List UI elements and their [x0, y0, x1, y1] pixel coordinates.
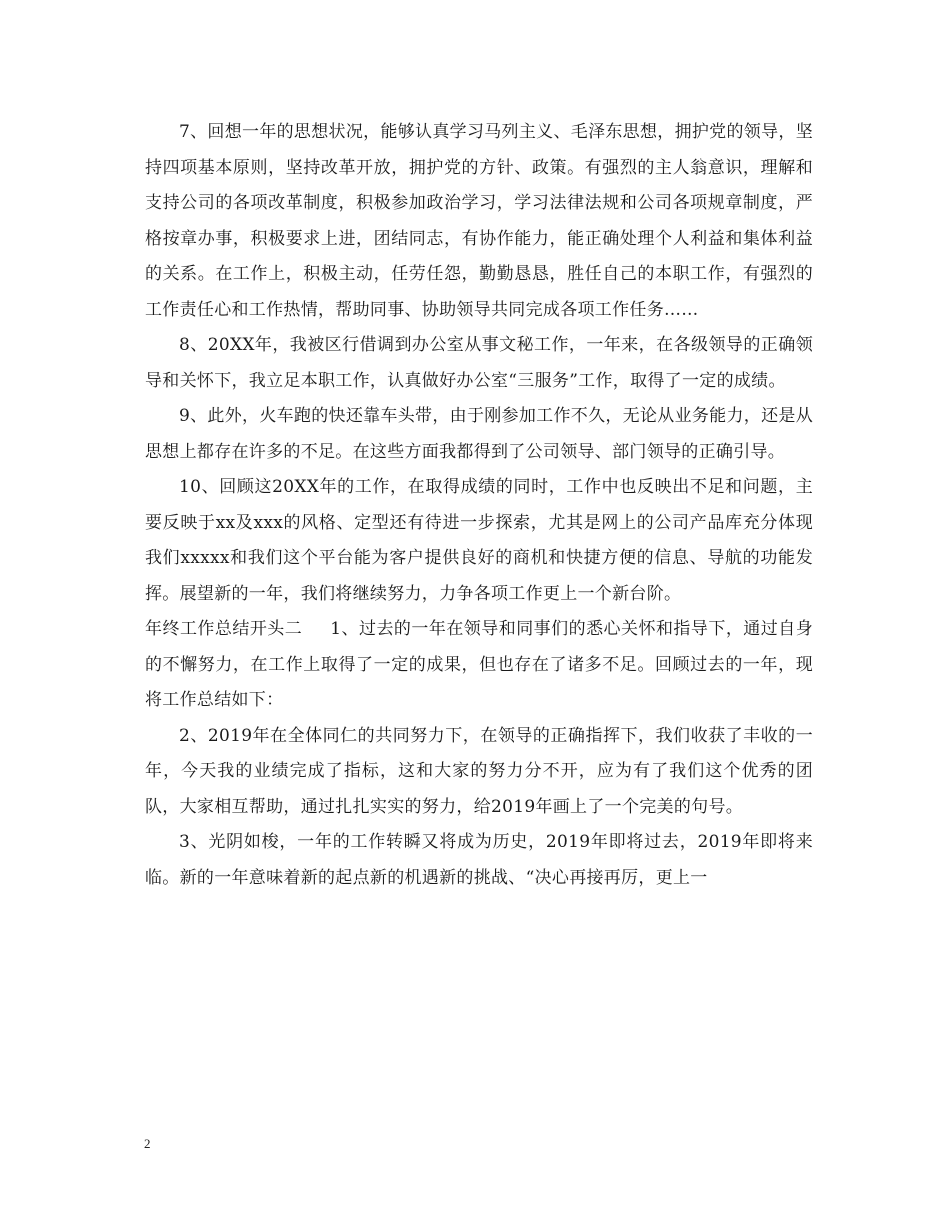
- section-heading: 年终工作总结开头二: [145, 619, 303, 639]
- paragraph-10: 10、回顾这20XX年的工作，在取得成绩的同时，工作中也反映出不足和问题，主要反映于xx及xxx的风格、定型还有待进一步探索，尤其是网上的公司产品库充分体现我们xxxxx和我们这个平台能为客户提供良好的商机和快捷方便的信息、导航的功能发挥。展望新的一年，我们将继续努力，力争各项工作更上一个新台阶。: [145, 477, 813, 604]
- section-paragraph-3: 3、光阴如梭，一年的工作转瞬又将成为历史，2019年即将过去，2019年即将来临。新的一年意味着新的起点新的机遇新的挑战、“决心再接再厉，更上一: [145, 832, 813, 888]
- page-number: 2: [144, 1136, 151, 1151]
- paragraph-7: 7、回想一年的思想状况，能够认真学习马列主义、毛泽东思想，拥护党的领导，坚持四项基本原则，坚持改革开放，拥护党的方针、政策。有强烈的主人翁意识，理解和支持公司的各项改革制度，积极参加政治学习，学习法律法规和公司各项规章制度，严格按章办事，积极要求上进，团结同志，有协作能力，能正确处理个人利益和集体利益的关系。在工作上，积极主动，任劳任怨，勤勤恳恳，胜任自己的本职工作，有强烈的工作责任心和工作热情，帮助同事、协助领导共同完成各项工作任务……: [145, 122, 813, 320]
- section-first-paragraph: [145, 612, 813, 719]
- document-body: [145, 115, 813, 896]
- section-paragraph-1: 1、过去的一年在领导和同事们的悉心关怀和指导下，通过自身的不懈努力，在工作上取得了一定的成果，但也存在了诸多不足。回顾过去的一年，现将工作总结如下：: [145, 619, 814, 710]
- paragraph-9: 9、此外，火车跑的快还靠车头带，由于刚参加工作不久，无论从业务能力，还是从思想上都存在许多的不足。在这些方面我都得到了公司领导、部门领导的正确引导。: [145, 406, 813, 462]
- section-paragraph-2: 2、2019年在全体同仁的共同努力下，在领导的正确指挥下，我们收获了丰收的一年，今天我的业绩完成了指标，这和大家的努力分不开，应为有了我们这个优秀的团队，大家相互帮助，通过扎扎实实的努力，给2019年画上了一个完美的句号。: [145, 725, 813, 817]
- paragraph-8: 8、20XX年，我被区行借调到办公室从事文秘工作，一年来，在各级领导的正确领导和关怀下，我立足本职工作，认真做好办公室“三服务”工作，取得了一定的成绩。: [145, 335, 813, 391]
